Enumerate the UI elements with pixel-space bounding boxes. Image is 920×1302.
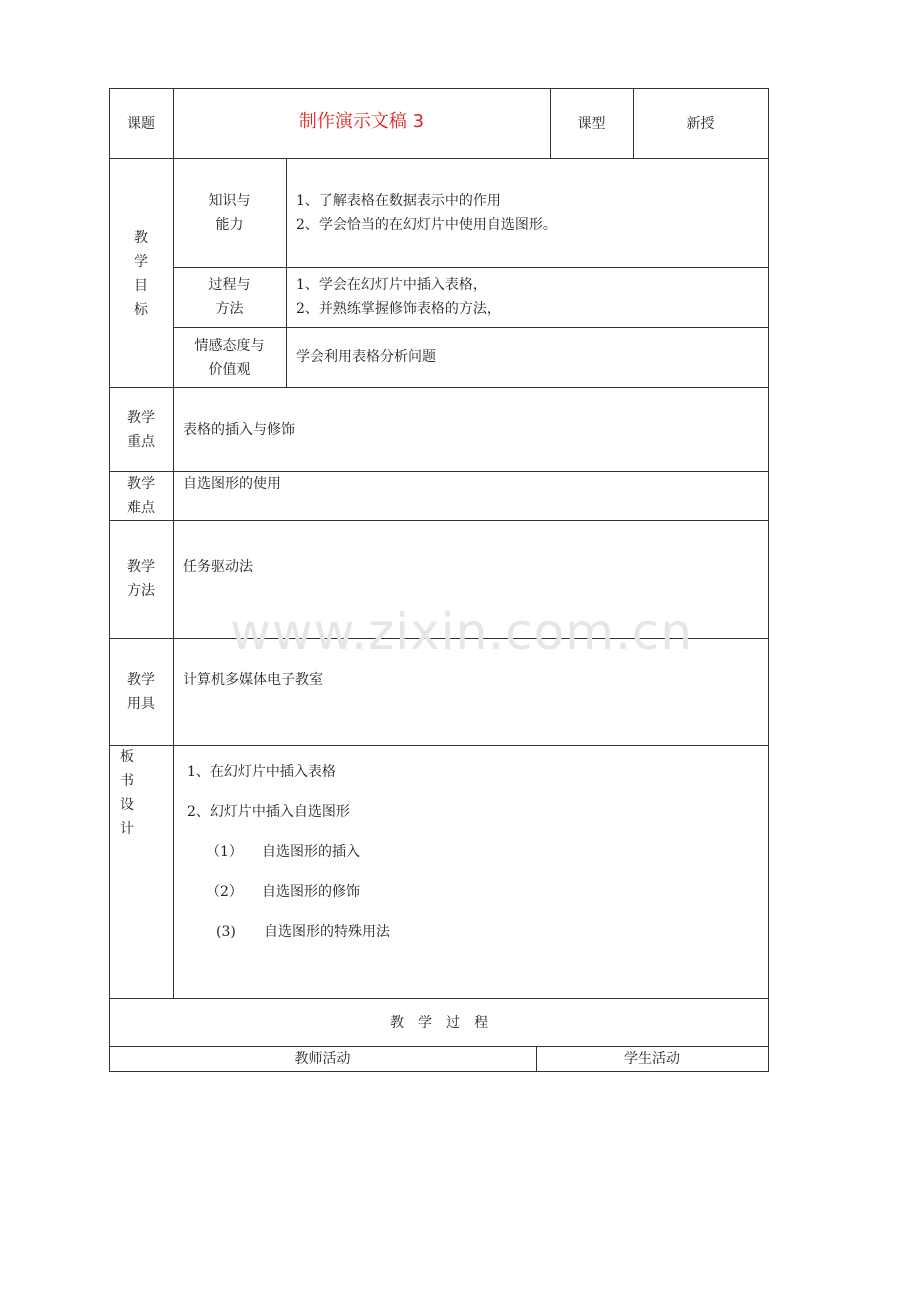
- table-border: [173, 327, 769, 328]
- teacher-activity-header: 教师活动: [294, 1051, 351, 1067]
- board-sub-num: （1）: [206, 844, 243, 860]
- type-label: 课型: [577, 116, 606, 132]
- knowledge-label: 知识与 能力: [208, 193, 251, 233]
- board-sub-num: (3): [216, 924, 236, 940]
- knowledge-item: 1、了解表格在数据表示中的作用: [296, 193, 501, 209]
- table-border: [286, 158, 287, 388]
- board-sub-text: 自选图形的特殊用法: [264, 924, 390, 940]
- attitude-label: 情感态度与 价值观: [194, 338, 265, 378]
- table-border: [109, 88, 769, 89]
- key-points-label: 教学 重点: [127, 410, 155, 450]
- board-sub-num: （2）: [206, 884, 243, 900]
- watermark: www.zixin.com.cn: [230, 603, 694, 661]
- student-activity-header: 学生活动: [624, 1051, 680, 1067]
- table-border: [173, 267, 769, 268]
- topic-label: 课题: [127, 116, 155, 132]
- process-item: 1、学会在幻灯片中插入表格，: [296, 277, 487, 293]
- process-label: 过程与 方法: [208, 277, 251, 317]
- table-border: [109, 158, 769, 159]
- knowledge-item: 2、学会恰当的在幻灯片中使用自选图形。: [296, 217, 557, 233]
- board-line: 2、幻灯片中插入自选图形: [187, 804, 350, 820]
- table-border: [109, 387, 769, 388]
- table-border: [109, 520, 769, 521]
- board-sub-text: 自选图形的插入: [262, 844, 360, 860]
- difficulties-label: 教学 难点: [127, 476, 155, 516]
- method-value: 任务驱动法: [183, 559, 253, 575]
- table-border: [109, 1071, 769, 1072]
- process-item: 2、并熟练掌握修饰表格的方法，: [296, 301, 501, 317]
- board-line: 1、在幻灯片中插入表格: [187, 764, 336, 780]
- difficulties-value: 自选图形的使用: [183, 476, 281, 492]
- tools-value: 计算机多媒体电子教室: [183, 672, 323, 688]
- attitude-item: 学会利用表格分析问题: [296, 349, 436, 365]
- table-border: [109, 998, 769, 999]
- board-label: 板 书 设 计: [120, 749, 134, 837]
- key-points-value: 表格的插入与修饰: [183, 422, 295, 438]
- method-label: 教学 方法: [127, 559, 155, 599]
- table-border: [768, 88, 769, 1072]
- objectives-label: 教 学 目 标: [134, 230, 148, 318]
- table-border: [109, 745, 769, 746]
- process-header: 教 学 过 程: [390, 1015, 488, 1031]
- type-value: 新授: [686, 116, 715, 132]
- tools-label: 教学 用具: [127, 672, 155, 712]
- page-title: 制作演示文稿 3: [298, 111, 425, 132]
- board-sub-text: 自选图形的修饰: [262, 884, 360, 900]
